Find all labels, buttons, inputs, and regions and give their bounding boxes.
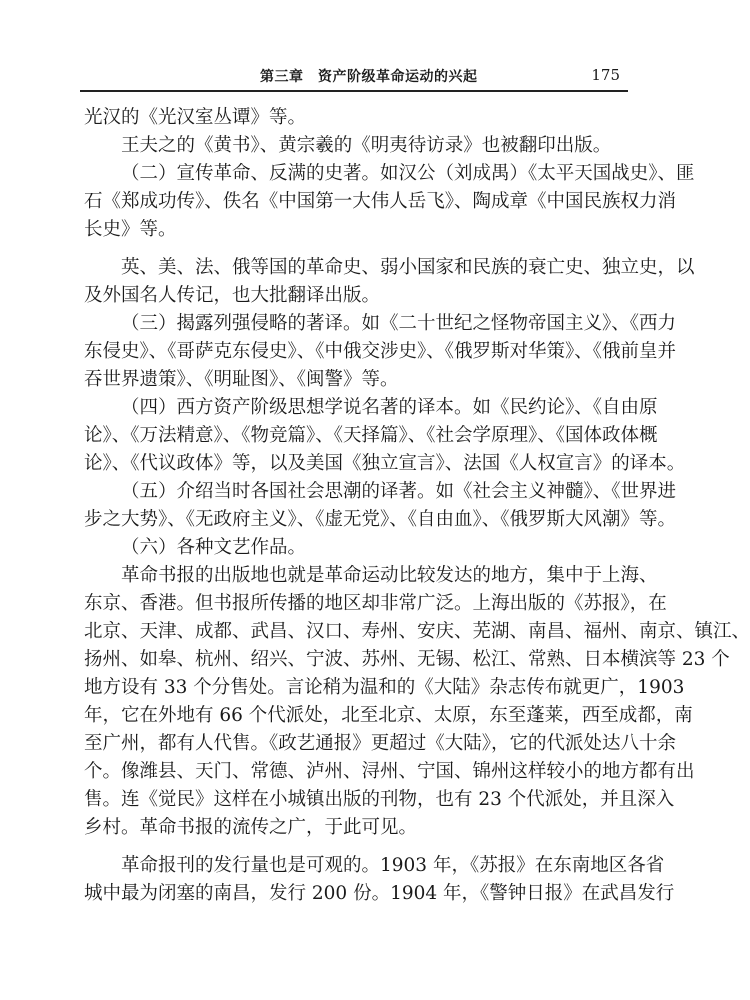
text-line: 英、美、法、俄等国的革命史、弱小国家和民族的衰亡史、独立史，以 — [121, 257, 695, 278]
text-line: 城中最为闭塞的南昌，发行 200 份。1904 年，《警钟日报》在武昌发行 — [84, 883, 675, 904]
text-line: 步之大势》、《无政府主义》、《虚无党》、《自由血》、《俄罗斯大风潮》等。 — [84, 509, 677, 530]
page-number: 175 — [591, 66, 620, 84]
text-line: 东侵史》、《哥萨克东侵史》、《中俄交涉史》、《俄罗斯对华策》、《俄前皇并 — [84, 341, 677, 362]
text-line: 及外国名人传记，也大批翻译出版。 — [84, 285, 381, 306]
text-line: 王夫之的《黄书》、黄宗羲的《明夷待访录》也被翻印出版。 — [121, 135, 612, 156]
running-header — [80, 60, 628, 92]
text-line: 革命报刊的发行量也是可观的。1903 年，《苏报》在东南地区各省 — [121, 855, 665, 876]
text-line: （三）揭露列强侵略的著译。如《二十世纪之怪物帝国主义》、《西力 — [121, 313, 677, 334]
paragraph-gap — [84, 244, 624, 254]
text-line: （四）西方资产阶级思想学说名著的译本。如《民约论》、《自由原 — [121, 397, 658, 418]
text-line: 扬州、如皋、杭州、绍兴、宁波、苏州、无锡、松江、常熟、日本横滨等 23 个 — [84, 649, 730, 670]
text-line: 论》、《万法精意》、《物竞篇》、《天择篇》、《社会学原理》、《国体政体概 — [84, 425, 658, 446]
text-line: （二）宣传革命、反满的史著。如汉公（刘成禺）《太平天国战史》、匪 — [121, 163, 695, 184]
text-line: 至广州，都有人代售。《政艺通报》更超过《大陆》，它的代派处达八十余 — [84, 733, 677, 754]
chapter-title: 第三章 资产阶级革命运动的兴起 — [260, 69, 478, 85]
text-line: 革命书报的出版地也就是革命运动比较发达的地方，集中于上海、 — [121, 565, 658, 586]
text-line: 东京、香港。但书报所传播的地区却非常广泛。上海出版的《苏报》，在 — [84, 593, 667, 614]
text-line: 论》、《代议政体》等，以及美国《独立宣言》、法国《人权宣言》的译本。 — [84, 453, 686, 474]
text-line: （六）各种文艺作品。 — [121, 537, 307, 558]
text-line: 年，它在外地有 66 个代派处，北至北京、太原，东至蓬莱，西至成都，南 — [84, 705, 693, 726]
header-rule — [80, 90, 628, 92]
text-line: 石《郑成功传》、佚名《中国第一大伟人岳飞》、陶成章《中国民族权力消 — [84, 191, 677, 212]
paragraph-gap — [84, 842, 624, 852]
text-line: 光汉的《光汉室丛谭》等。 — [84, 107, 307, 128]
page-body — [84, 104, 750, 908]
text-line: 个。像潍县、天门、常德、泸州、浔州、宁国、锦州这样较小的地方都有出 — [84, 761, 695, 782]
text-line: 吞世界遗策》、《明耻图》、《闽警》等。 — [84, 369, 399, 390]
text-line: 售。连《觉民》这样在小城镇出版的刊物，也有 23 个代派处，并且深入 — [84, 789, 675, 810]
text-line: （五）介绍当时各国社会思潮的译著。如《社会主义神髓》、《世界进 — [121, 481, 677, 502]
text-line: 长史》等。 — [84, 219, 177, 240]
text-line: 乡村。革命书报的流传之广，于此可见。 — [84, 817, 418, 838]
text-line: 地方设有 33 个分售处。言论稍为温和的《大陆》杂志传布就更广，1903 — [84, 677, 685, 698]
text-line: 北京、天津、成都、武昌、汉口、寿州、安庆、芜湖、南昌、福州、南京、镇江、 — [84, 621, 750, 642]
